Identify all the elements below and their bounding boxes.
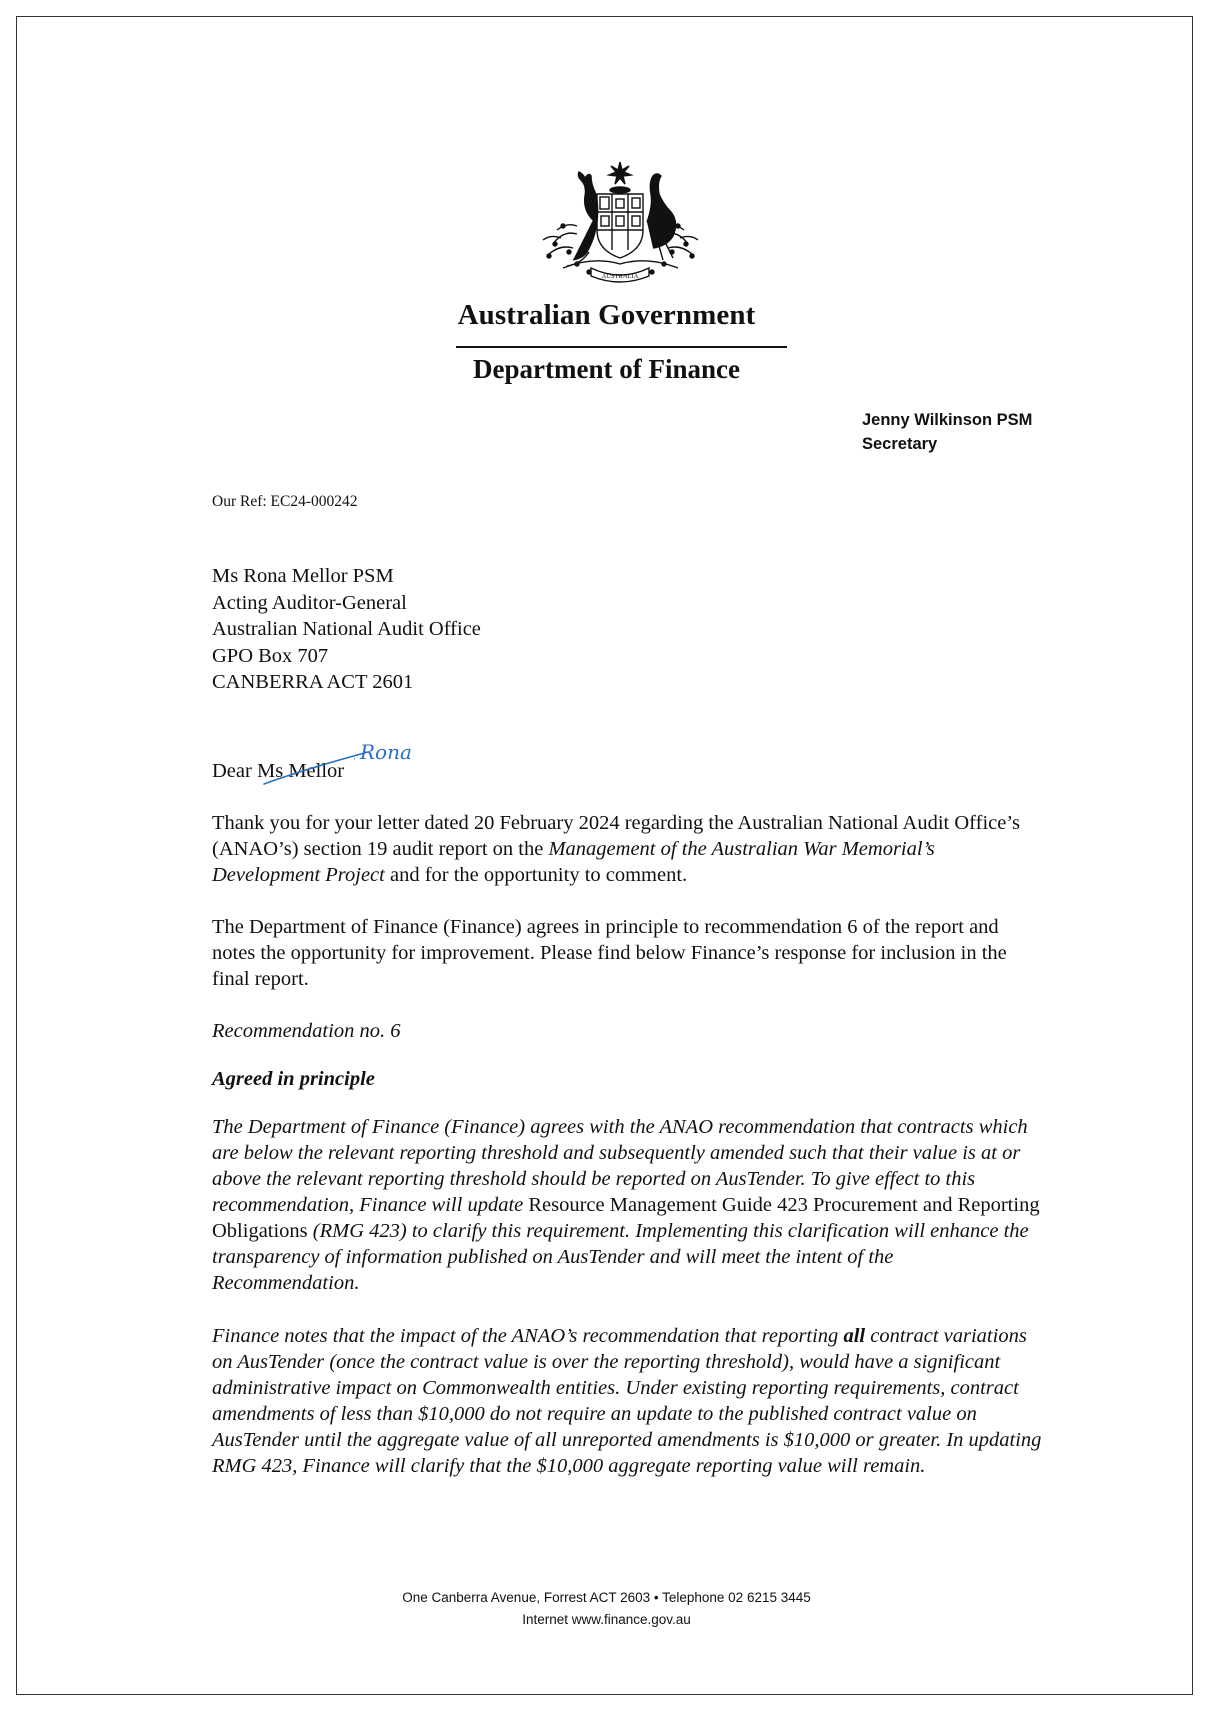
recipient-organisation: Australian National Audit Office [212,618,481,640]
paragraph-thanks-text-b: and for the opportunity to comment. [384,864,688,886]
recipient-position: Acting Auditor-General [212,591,407,614]
recipient-city: CANBERRA ACT 2601 [212,671,414,693]
footer-website: Internet www.finance.gov.au [522,1612,691,1627]
paragraph-impact-text-a: Finance notes that the impact of the ANAO’s recommendation that reporting [212,1325,844,1347]
recipient-po-box: GPO Box 707 [212,644,329,667]
paragraph-thanks-text-a: Thank you for your letter dated 20 February 2024 regarding the Australian National Audit Office’s (ANAO’s) section 19 audit report on the [212,812,1021,860]
signatory-name: Jenny Wilkinson PSM [862,411,1033,429]
paragraph-agreement: The Department of Finance (Finance) agrees in principle to recommendation 6 of the report and notes the opportunity for improvement. Please find below Finance’s response for inclusion in the final report. [212,916,1007,990]
signatory-block [862,408,1032,456]
recipient-address [212,563,481,696]
paragraph-impact [212,1323,1042,1479]
report-title: Management of the Australian War Memorial’s Development Project [212,838,935,886]
government-name: Australian Government [457,299,756,331]
signatory-title: Secretary [862,435,938,453]
salutation-ms: Ms [256,760,284,782]
paragraph-response [212,1114,1042,1296]
header-divider [456,346,787,348]
reference-number: Our Ref: EC24-000242 [212,493,358,510]
salutation-dear: Dear [212,760,252,782]
footer-address: One Canberra Avenue, Forrest ACT 2603 • Telephone 02 6215 3445 [402,1590,811,1605]
emphasis-all: all [843,1325,866,1347]
recipient-name: Ms Rona Mellor PSM [212,565,394,587]
recommendation-heading: Recommendation no. 6 [212,1020,401,1042]
department-name: Department of Finance [473,354,740,384]
paragraph-response-text-b: (RMG 423) to clarify this requirement. Implementing this clarification will enhance the transparency of information published on AusTender and will meet the intent of the Recommendation. [212,1220,1029,1294]
footer [0,1587,1213,1631]
strike-through-mark [262,748,372,788]
response-heading: Agreed in principle [212,1068,375,1090]
paragraph-impact-text-b: contract variations on AusTender (once the contract value is over the reporting threshold), would have a significant administrative impact on Commonwealth entities. Under existing reporting requirements, contract amendments of less than $10,000 do not require an update to the published contract value on AusTender until the aggregate value of all unreported amendments is $10,000 or greater. In updating RMG 423, Finance will clarify that the $10,000 aggregate reporting value will remain. [212,1325,1042,1477]
guide-title: Resource Management Guide 423 Procurement and Reporting Obligations [212,1194,1040,1242]
paragraph-response-text-a: The Department of Finance (Finance) agrees with the ANAO recommendation that contracts which are below the relevant reporting threshold and subsequently amended such that their value is at or above the relevant reporting threshold should be reported on AusTender. To give effect to this recommendation, Finance will update [212,1116,1028,1216]
salutation-surname: Mellor [288,760,345,782]
paragraph-thanks [212,810,1042,888]
coat-of-arms-icon [533,160,708,288]
handwritten-name: Rona [360,740,412,764]
crest-banner-text: AUSTRALIA [601,273,639,280]
